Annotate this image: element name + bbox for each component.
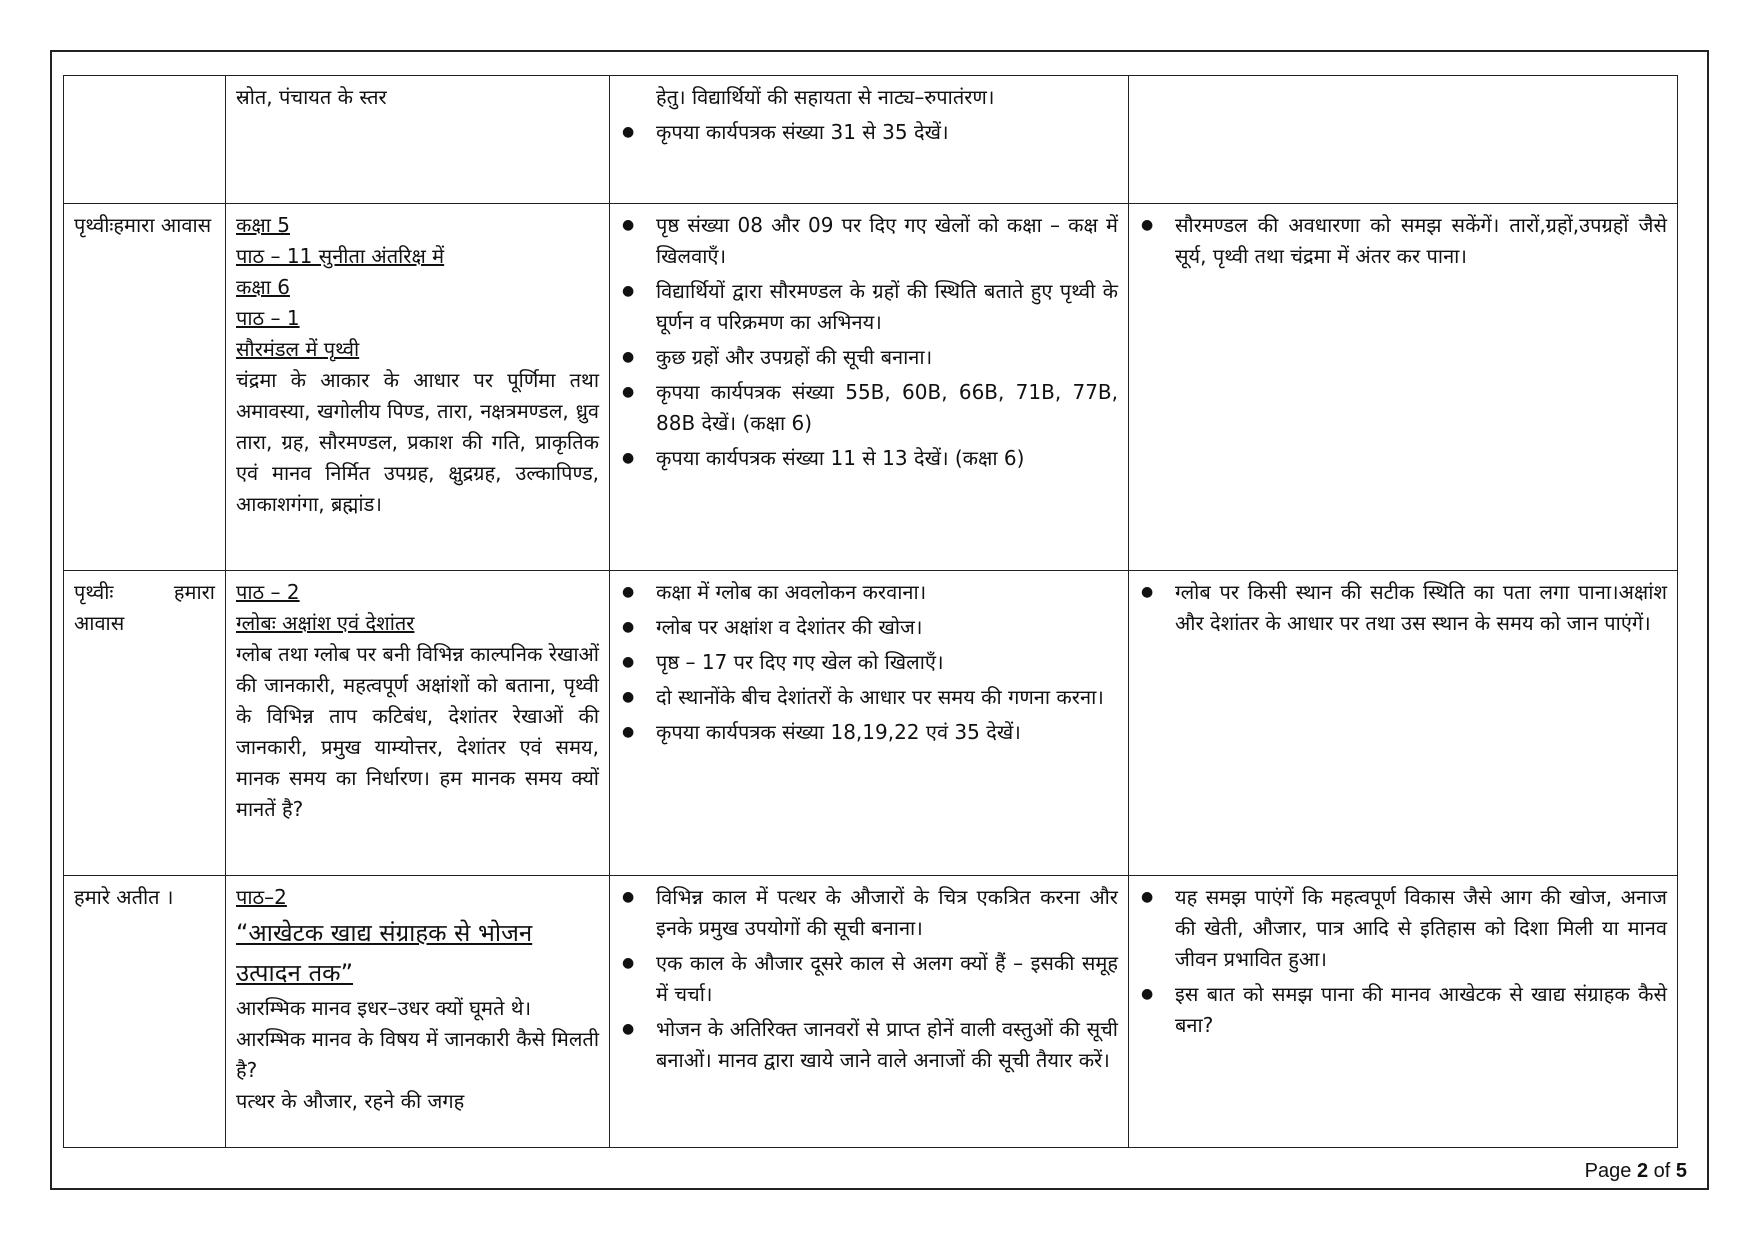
theme-cell: [64, 876, 226, 1148]
table-row: [64, 876, 1678, 1148]
outcome-item: ● ग्लोब पर किसी स्थान की सटीक स्थिति का पता लगा पाना।अक्षांश और देशांतर के आधार पर तथा उस स्थान के समय को जान पाएंगें।: [1175, 577, 1667, 639]
activity-item: ● कृपया कार्यपत्रक संख्या 55B, 60B, 66B, 71B, 77B, 88B देखें। (कक्षा 6): [656, 377, 1118, 439]
lesson-title: ग्लोबः अक्षांश एवं देशांतर: [236, 611, 415, 635]
activity-item: ● भोजन के अतिरिक्त जानवरों से प्राप्त होनें वाली वस्तुओं की सूची बनाओं। मानव द्वारा खाये जाने वाले अनाजों की सूची तैयार करें।: [656, 1014, 1118, 1076]
content-text: ग्लोब तथा ग्लोब पर बनी विभिन्न काल्पनिक रेखाओं की जानकारी, महत्वपूर्ण अक्षांशों को बताना, पृथ्वी के विभिन्न ताप कटिबंध, देशांतर रेखाओं की जानकारी, प्रमुख याम्योत्तर, देशांतर एवं समय, मानक समय का निर्धारण। हम मानक समय क्यों मानतें है?: [236, 642, 599, 821]
class-heading: कक्षा 6: [236, 275, 290, 299]
content-cell: [226, 876, 610, 1148]
activity-item: ● पृष्ठ संख्या 08 और 09 पर दिए गए खेलों को कक्षा – कक्ष में खिलवाएँ।: [656, 210, 1118, 272]
outcomes-cell: [1129, 76, 1678, 204]
lesson-title: सौरमंडल में पृथ्वी: [236, 337, 360, 361]
activity-item: ● ग्लोब पर अक्षांश व देशांतर की खोज।: [656, 612, 1118, 643]
table-row: [64, 76, 1678, 204]
lesson-heading: पाठ – 1: [236, 306, 300, 330]
activities-cell: [610, 571, 1129, 876]
activities-cell: [610, 876, 1129, 1148]
content-cell: [226, 571, 610, 876]
activity-item: ● एक काल के औजार दूसरे काल से अलग क्यों हैं – इसकी समूह में चर्चा।: [656, 948, 1118, 1010]
class-heading: कक्षा 5: [236, 213, 290, 237]
content-text: चंद्रमा के आकार के आधार पर पूर्णिमा तथा अमावस्या, खगोलीय पिण्ड, तारा, नक्षत्रमण्डल, ध्रुव तारा, ग्रह, सौरमण्डल, प्रकाश की गति, प्राकृतिक एवं मानव निर्मित उपग्रह, क्षुद्रग्रह, उल्कापिण्ड, आकाशगंगा, ब्रह्मांड।: [236, 368, 599, 516]
lesson-heading: पाठ – 11 सुनीता अंतरिक्ष में: [236, 244, 445, 268]
content-cell: [226, 204, 610, 571]
lesson-heading: पाठ – 2: [236, 580, 300, 604]
outcome-item: ● इस बात को समझ पाना की मानव आखेटक से खाद्य संग्राहक कैसे बना?: [1175, 979, 1667, 1041]
theme-cell: [64, 571, 226, 876]
content-text: आरम्भिक मानव के विषय में जानकारी कैसे मिलती है?: [236, 1027, 599, 1082]
content-text: पत्थर के औजार, रहने की जगह: [236, 1089, 465, 1113]
activity-item: ● कृपया कार्यपत्रक संख्या 18,19,22 एवं 35 देखें।: [656, 717, 1118, 748]
activity-item: ● कुछ ग्रहों और उपग्रहों की सूची बनाना।: [656, 342, 1118, 373]
theme-cell: [64, 76, 226, 204]
content-text: स्रोत, पंचायत के स्तर: [236, 85, 387, 109]
theme-cell: [64, 204, 226, 571]
activity-item: ● विद्यार्थियों द्वारा सौरमण्डल के ग्रहों की स्थिति बताते हुए पृथ्वी के घूर्णन व परिक्रमण का अभिनय।: [656, 276, 1118, 338]
lesson-heading: पाठ–2: [236, 885, 287, 909]
content-text: आरम्भिक मानव इधर–उधर क्यों घूमते थे।: [236, 996, 532, 1020]
activity-item: ● कक्षा में ग्लोब का अवलोकन करवाना।: [656, 577, 1118, 608]
activity-item: ● दो स्थानोंके बीच देशांतरों के आधार पर समय की गणना करना।: [656, 682, 1118, 713]
activity-item: ● पृष्ठ – 17 पर दिए गए खेल को खिलाएँ।: [656, 647, 1118, 678]
lesson-title: “आखेटक खाद्य संग्राहक से भोजन उत्पादन तक”: [236, 919, 533, 987]
outcome-item: ● यह समझ पाएंगें कि महत्वपूर्ण विकास जैसे आग की खोज, अनाज की खेती, औजार, पात्र आदि से इतिहास को दिशा मिली या मानव जीवन प्रभावित हुआ।: [1175, 882, 1667, 975]
outcomes-cell: [1129, 876, 1678, 1148]
outcome-item: ● सौरमण्डल की अवधारणा को समझ सकेंगें। तारों,ग्रहों,उपग्रहों जैसे सूर्य, पृथ्वी तथा चंद्रमा में अंतर कर पाना।: [1175, 210, 1667, 272]
theme-text: हमारे अतीत ।: [74, 885, 174, 909]
theme-text: पृथ्वीः हमारा आवास: [74, 580, 215, 635]
theme-text: पृथ्वीःहमारा आवास: [74, 213, 212, 237]
page-number: Page 2 of 5: [1584, 1160, 1687, 1182]
table-row: [64, 571, 1678, 876]
table-row: [64, 204, 1678, 571]
content-cell: [226, 76, 610, 204]
outcomes-cell: [1129, 204, 1678, 571]
activity-item: ● विभिन्न काल में पत्थर के औजारों के चित्र एकत्रित करना और इनके प्रमुख उपयोगों की सूची बनाना।: [656, 882, 1118, 944]
activity-continuation: हेतु। विद्यार्थियों की सहायता से नाट्य–रुपातंरण।: [656, 85, 995, 109]
activity-item: ● कृपया कार्यपत्रक संख्या 31 से 35 देखें।: [656, 117, 1118, 148]
curriculum-table: [63, 75, 1678, 1148]
activities-cell: [610, 76, 1129, 204]
outcomes-cell: [1129, 571, 1678, 876]
activities-cell: [610, 204, 1129, 571]
activity-item: ● कृपया कार्यपत्रक संख्या 11 से 13 देखें। (कक्षा 6): [656, 443, 1118, 474]
